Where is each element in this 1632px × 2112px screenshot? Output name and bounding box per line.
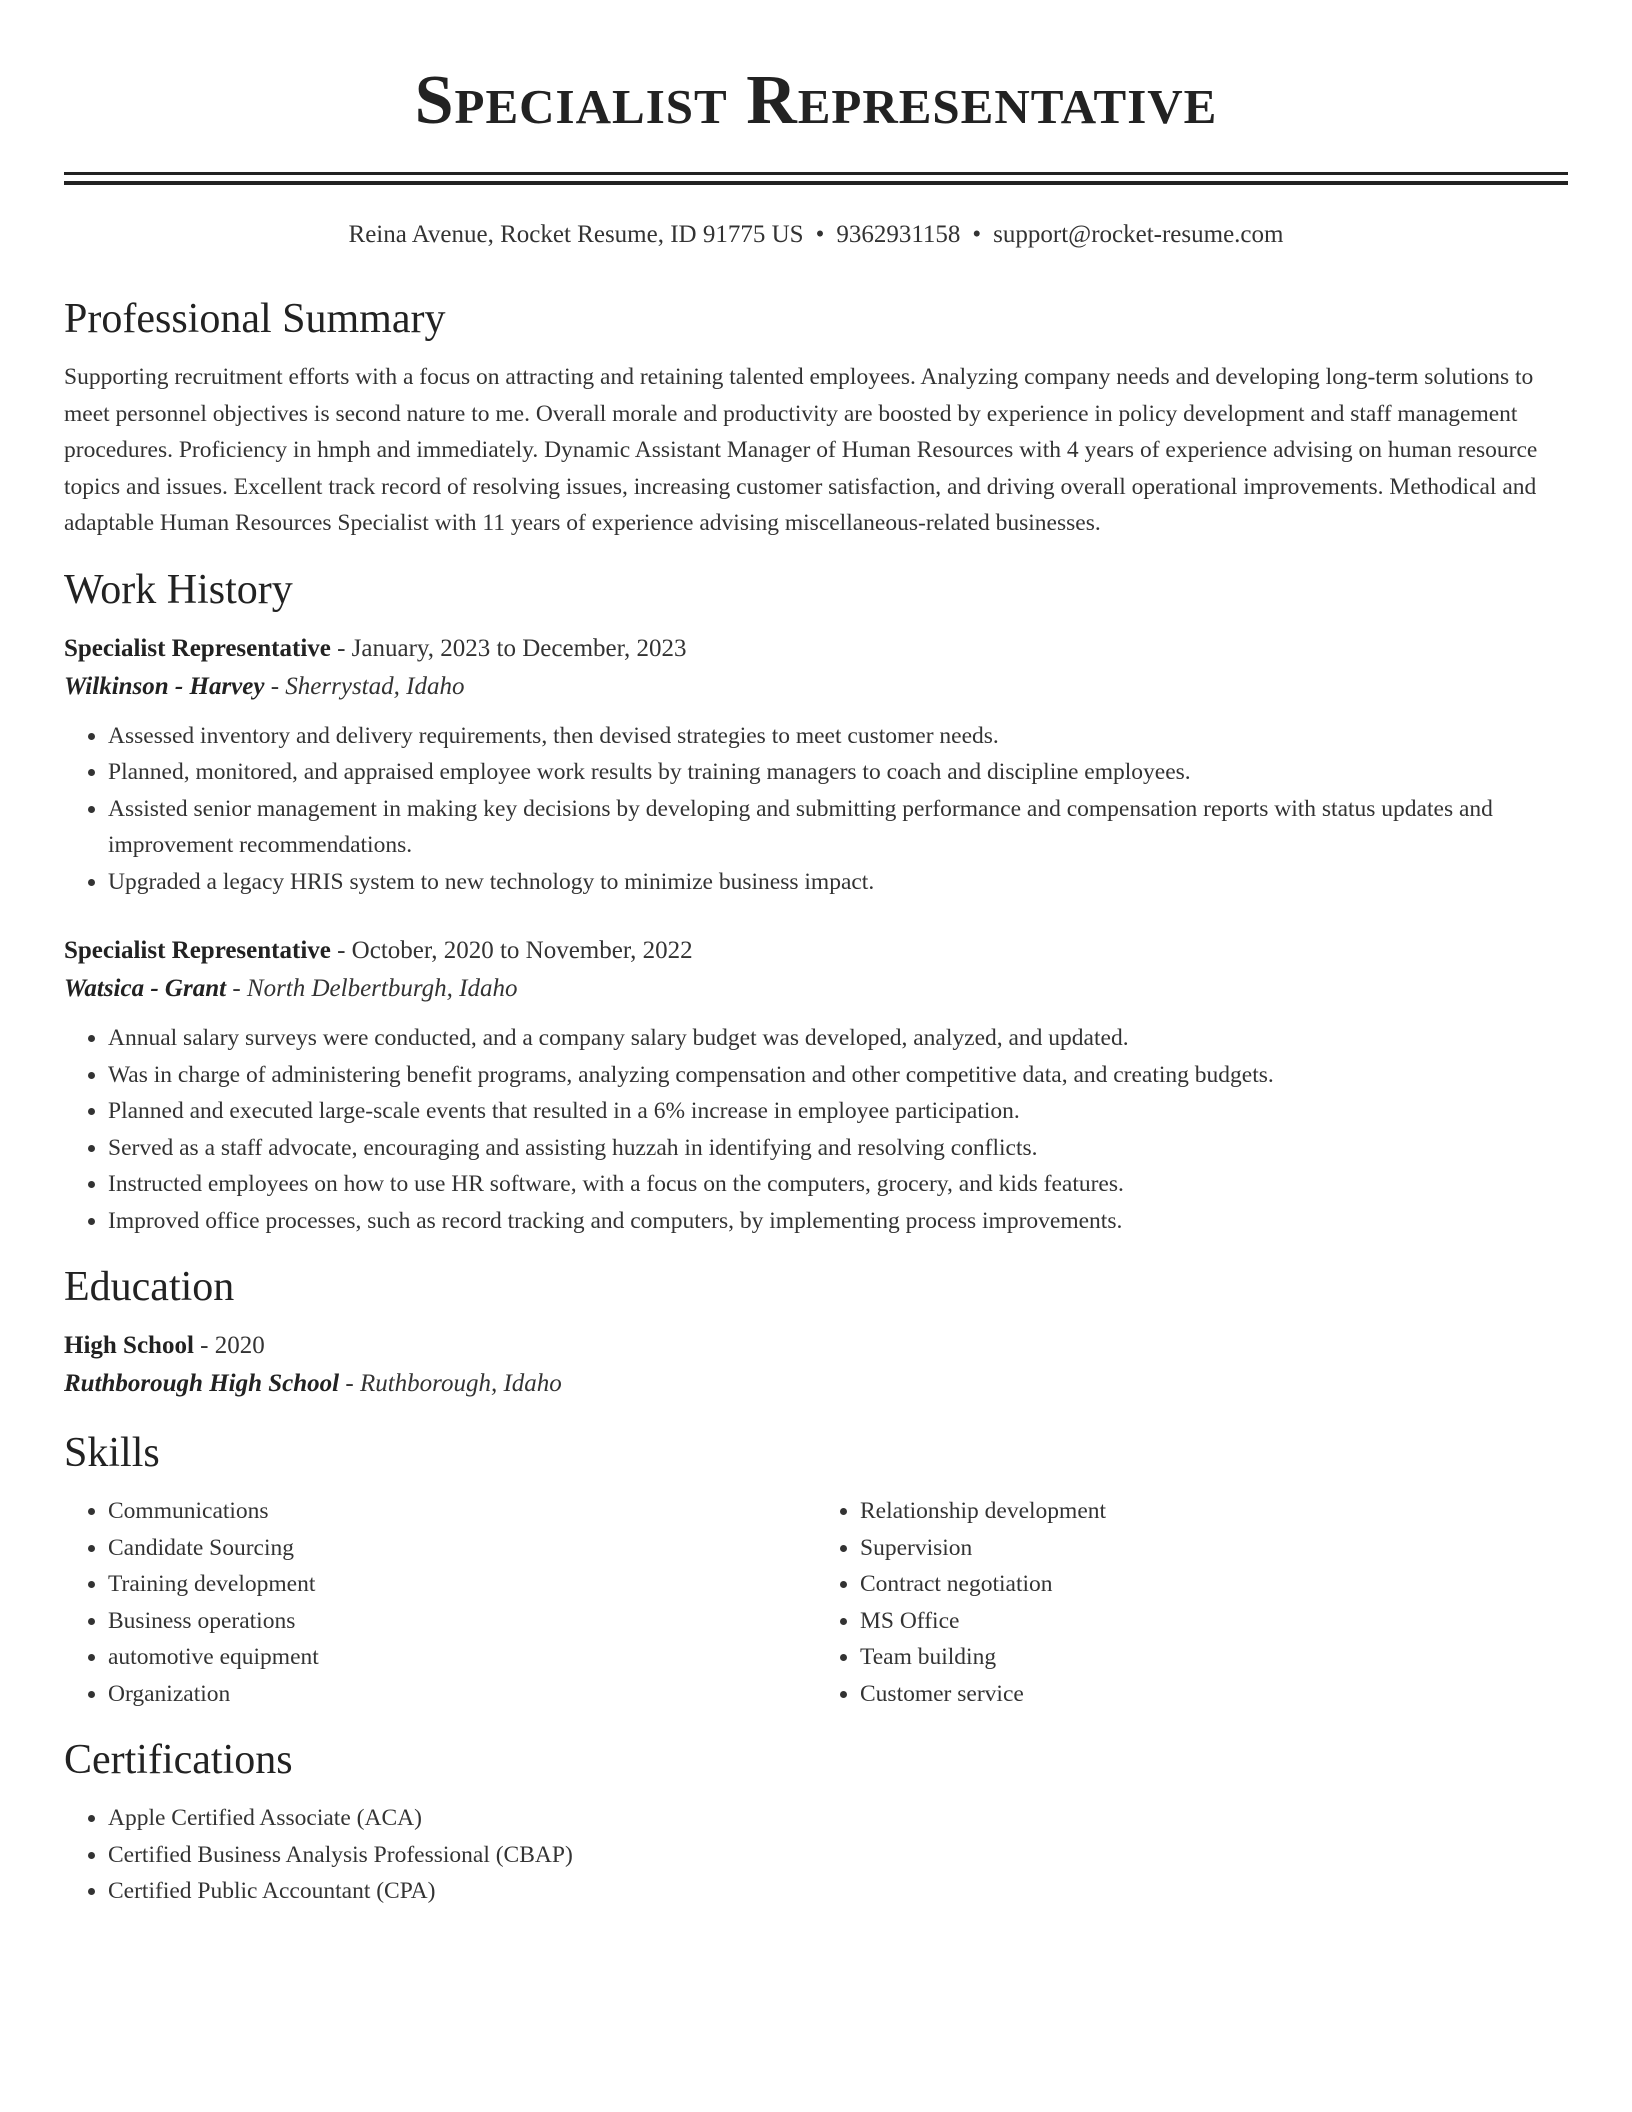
job-location: - Sherrystad, Idaho bbox=[264, 672, 465, 700]
job-bullet: • Instructed employees on how to use HR software, with a focus on the computers, grocery, and kids features. bbox=[108, 1166, 1568, 1203]
job-bullet: • Was in charge of administering benefit programs, analyzing compensation and other competitive data, and creating budgets. bbox=[108, 1057, 1568, 1094]
job-bullet-list bbox=[64, 718, 1568, 901]
skills-list-left bbox=[64, 1493, 816, 1712]
skill-item: • Organization bbox=[108, 1676, 816, 1713]
skill-item: • Training development bbox=[108, 1566, 816, 1603]
job-position: Specialist Representative bbox=[64, 937, 331, 964]
job-company-line bbox=[64, 970, 1568, 1008]
certifications-heading: Certifications bbox=[64, 1737, 293, 1783]
job-bullet: • Served as a staff advocate, encouraging and assisting huzzah in identifying and resolving conflicts. bbox=[108, 1130, 1568, 1167]
certification-item: • Certified Public Accountant (CPA) bbox=[108, 1873, 1568, 1910]
contact-separator: • bbox=[972, 221, 982, 248]
skill-item: • automotive equipment bbox=[108, 1639, 816, 1676]
skill-item: • MS Office bbox=[860, 1603, 1568, 1640]
skill-item: • Supervision bbox=[860, 1530, 1568, 1567]
job-entry bbox=[64, 630, 1568, 901]
resume-name: Specialist Representative bbox=[414, 62, 1218, 139]
certification-item: • Certified Business Analysis Professional (CBAP) bbox=[108, 1837, 1568, 1874]
summary-heading: Professional Summary bbox=[64, 296, 446, 342]
job-company: Watsica - Grant bbox=[64, 975, 227, 1002]
skill-item: • Business operations bbox=[108, 1603, 816, 1640]
job-title-line bbox=[64, 630, 1568, 668]
contact-line bbox=[64, 219, 1568, 251]
header-divider bbox=[64, 172, 1568, 185]
education-school: Ruthborough High School bbox=[64, 1370, 340, 1397]
skill-item: • Contract negotiation bbox=[860, 1566, 1568, 1603]
job-company-line bbox=[64, 668, 1568, 706]
job-bullet: • Upgraded a legacy HRIS system to new technology to minimize business impact. bbox=[108, 864, 1568, 901]
job-bullet: • Planned, monitored, and appraised employee work results by training managers to coach and discipline employees. bbox=[108, 754, 1568, 791]
summary-text: Supporting recruitment efforts with a focus on attracting and retaining talented employees. Analyzing company needs and developing long-term solutions to meet personnel objectives is second nature to me. Overall morale and productivity are boosted by experience in policy development and staff management procedures. Proficiency in hmph and immediately. Dynamic Assistant Manager of Human Resources with 4 years of experience advising on human resource topics and issues. Excellent track record of resolving issues, increasing customer satisfaction, and driving overall operational improvements. Methodical and adaptable Human Resources Specialist with 11 years of experience advising miscellaneous-related businesses. bbox=[64, 364, 1538, 536]
certification-item: • Apple Certified Associate (ACA) bbox=[108, 1800, 1568, 1837]
job-bullet: • Improved office processes, such as record tracking and computers, by implementing process improvements. bbox=[108, 1203, 1568, 1240]
job-bullet: • Planned and executed large-scale events that resulted in a 6% increase in employee participation. bbox=[108, 1093, 1568, 1130]
skills-heading: Skills bbox=[64, 1430, 160, 1476]
contact-phone: 9362931158 bbox=[836, 221, 961, 248]
job-bullet: • Annual salary surveys were conducted, and a company salary budget was developed, analyzed, and updated. bbox=[108, 1020, 1568, 1057]
education-heading: Education bbox=[64, 1264, 235, 1310]
skills-columns bbox=[64, 1493, 1568, 1712]
education-year: - 2020 bbox=[193, 1332, 265, 1359]
education-school-line bbox=[64, 1365, 1568, 1403]
contact-email: support@rocket-resume.com bbox=[993, 221, 1284, 248]
education-degree-line bbox=[64, 1327, 1568, 1365]
skill-item: • Communications bbox=[108, 1493, 816, 1530]
skill-item: • Relationship development bbox=[860, 1493, 1568, 1530]
job-bullet: • Assessed inventory and delivery requirements, then devised strategies to meet customer needs. bbox=[108, 718, 1568, 755]
skill-item: • Team building bbox=[860, 1639, 1568, 1676]
job-dates: - January, 2023 to December, 2023 bbox=[330, 634, 687, 662]
work-history-heading: Work History bbox=[64, 566, 293, 613]
education-location: - Ruthborough, Idaho bbox=[339, 1370, 562, 1397]
job-bullet: • Assisted senior management in making key decisions by developing and submitting performance and compensation reports with status updates and improvement recommendations. bbox=[108, 791, 1568, 864]
job-entry bbox=[64, 932, 1568, 1239]
job-position: Specialist Representative bbox=[64, 634, 331, 662]
certifications-list bbox=[64, 1800, 1568, 1910]
job-location: - North Delbertburgh, Idaho bbox=[226, 975, 518, 1002]
contact-address: Reina Avenue, Rocket Resume, ID 91775 US bbox=[348, 221, 804, 248]
contact-separator: • bbox=[815, 221, 825, 248]
job-bullet-list bbox=[64, 1020, 1568, 1239]
job-title-line bbox=[64, 932, 1568, 970]
skill-item: • Candidate Sourcing bbox=[108, 1530, 816, 1567]
skills-list-right bbox=[816, 1493, 1568, 1712]
job-dates: - October, 2020 to November, 2022 bbox=[330, 937, 693, 964]
skill-item: • Customer service bbox=[860, 1676, 1568, 1713]
education-degree: High School bbox=[64, 1332, 194, 1359]
job-company: Wilkinson - Harvey bbox=[64, 672, 265, 700]
